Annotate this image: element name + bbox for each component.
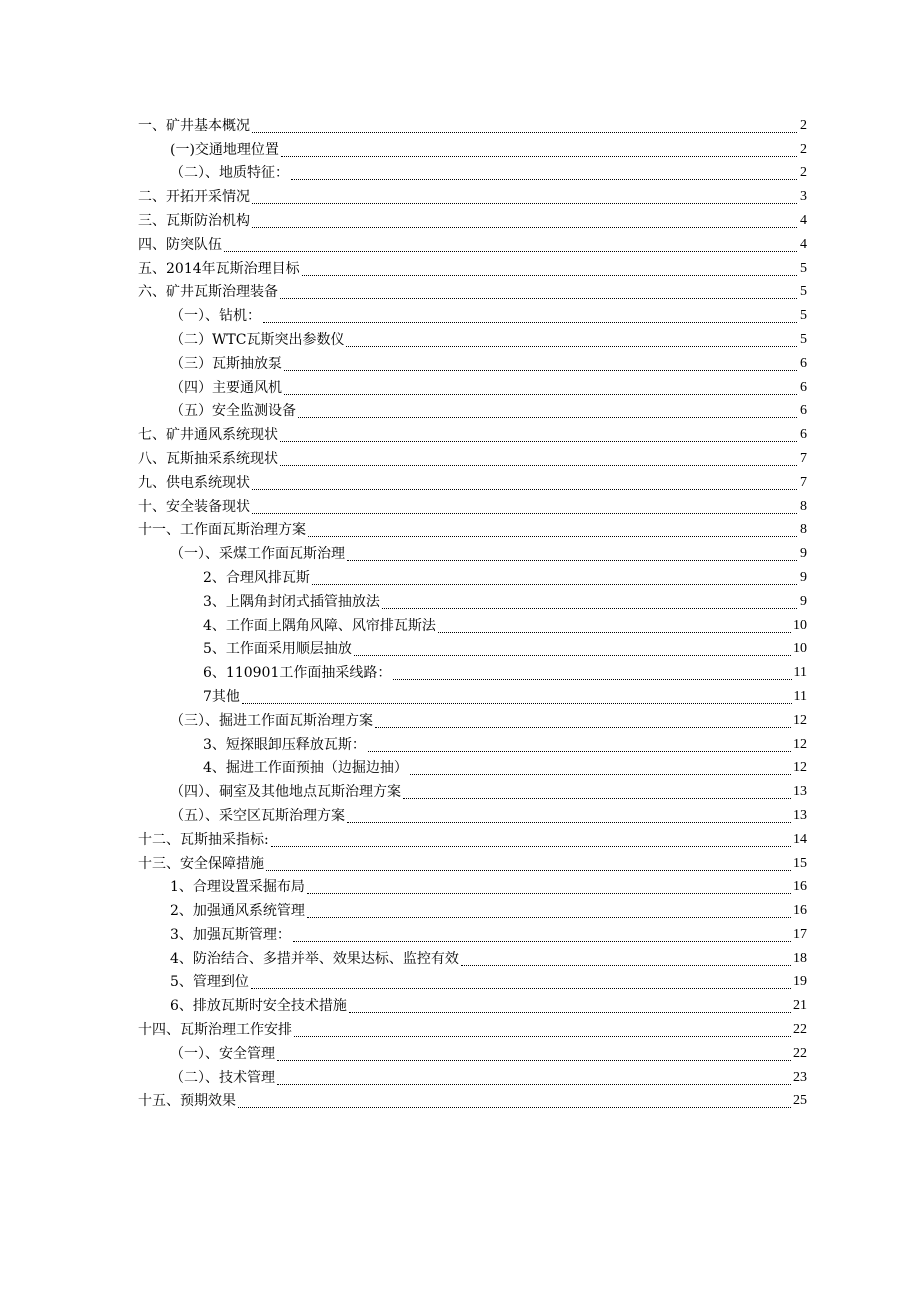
toc-entry[interactable]	[0, 302, 920, 326]
toc-page-number: 16	[793, 879, 807, 895]
toc-entry[interactable]	[0, 493, 920, 517]
toc-entry-title: （二）、技术管理	[170, 1069, 275, 1086]
toc-entry[interactable]	[0, 612, 920, 636]
toc-page-number: 6	[800, 403, 807, 419]
toc-page-number: 6	[800, 355, 807, 371]
toc-entry-title: 十四、瓦斯治理工作安排	[138, 1022, 292, 1039]
toc-entry[interactable]	[0, 921, 920, 945]
toc-page-number: 5	[800, 308, 807, 324]
toc-entry[interactable]	[0, 374, 920, 398]
toc-entry-title: （五）安全监测设备	[170, 403, 296, 420]
toc-dot-leader	[266, 856, 791, 871]
toc-entry[interactable]	[0, 207, 920, 231]
toc-page-number: 21	[793, 998, 807, 1014]
toc-entry-title: 4、掘进工作面预抽（边掘边抽）	[203, 760, 408, 777]
toc-page-number: 10	[793, 617, 807, 633]
toc-entry[interactable]	[0, 160, 920, 184]
toc-dot-leader	[242, 689, 792, 704]
toc-entry-title: （二）、地质特征：	[170, 165, 289, 182]
toc-dot-leader	[461, 951, 791, 966]
toc-page-number: 16	[793, 903, 807, 919]
toc-entry[interactable]	[0, 421, 920, 445]
toc-entry-title: 九、供电系统现状	[138, 474, 250, 491]
toc-entry-title: 3、短探眼卸压释放瓦斯：	[203, 736, 366, 753]
toc-page-number: 9	[800, 546, 807, 562]
toc-entry-title: 三、瓦斯防治机构	[138, 212, 250, 229]
toc-entry[interactable]	[0, 1016, 920, 1040]
toc-dot-leader	[252, 475, 797, 490]
toc-dot-leader	[294, 1022, 791, 1037]
toc-entry-title: 6、排放瓦斯时安全技术措施	[170, 998, 347, 1015]
toc-entry[interactable]	[0, 945, 920, 969]
toc-entry[interactable]	[0, 755, 920, 779]
toc-page-number: 22	[793, 1022, 807, 1038]
toc-page-number: 13	[793, 784, 807, 800]
toc-entry[interactable]	[0, 992, 920, 1016]
toc-page-number: 15	[793, 855, 807, 871]
toc-page-number: 2	[800, 165, 807, 181]
toc-dot-leader	[375, 713, 791, 728]
toc-dot-leader	[280, 451, 797, 466]
toc-dot-leader	[347, 546, 797, 561]
toc-page-number: 14	[793, 831, 807, 847]
toc-entry-title: 7其他	[203, 688, 240, 705]
toc-entry[interactable]	[0, 1088, 920, 1112]
toc-entry[interactable]	[0, 136, 920, 160]
toc-dot-leader	[302, 261, 797, 276]
toc-page-number: 6	[800, 379, 807, 395]
toc-entry[interactable]	[0, 231, 920, 255]
toc-entry-title: （五）、采空区瓦斯治理方案	[170, 807, 345, 824]
toc-entry-title: （一）、钻机：	[170, 308, 261, 325]
toc-dot-leader	[393, 665, 791, 680]
toc-dot-leader	[263, 308, 797, 323]
toc-page-number: 11	[793, 665, 807, 681]
toc-dot-leader	[410, 760, 791, 775]
toc-entry-title: 八、瓦斯抽采系统现状	[138, 450, 278, 467]
toc-page-number: 3	[800, 189, 807, 205]
toc-page-number: 5	[800, 331, 807, 347]
toc-dot-leader	[298, 403, 797, 418]
toc-entry[interactable]	[0, 683, 920, 707]
toc-page-number: 5	[800, 284, 807, 300]
toc-dot-leader	[251, 974, 791, 989]
toc-page-number: 11	[793, 688, 807, 704]
toc-entry-title: 一、矿井基本概况	[138, 117, 250, 134]
toc-dot-leader	[308, 522, 797, 537]
toc-page-number: 4	[800, 212, 807, 228]
toc-entry[interactable]	[0, 469, 920, 493]
toc-page-number: 6	[800, 427, 807, 443]
toc-page-number: 12	[793, 760, 807, 776]
toc-page-number: 9	[800, 569, 807, 585]
toc-dot-leader	[349, 998, 791, 1013]
toc-page-number: 8	[800, 522, 807, 538]
toc-entry-title: 六、矿井瓦斯治理装备	[138, 284, 278, 301]
toc-entry[interactable]	[0, 897, 920, 921]
toc-dot-leader	[307, 903, 791, 918]
toc-entry[interactable]	[0, 255, 920, 279]
toc-page-number: 22	[793, 1045, 807, 1061]
toc-entry[interactable]	[0, 1040, 920, 1064]
toc-dot-leader	[354, 641, 791, 656]
toc-entry-title: 二、开拓开采情况	[138, 189, 250, 206]
toc-entry[interactable]	[0, 517, 920, 541]
toc-page-number: 13	[793, 807, 807, 823]
toc-dot-leader	[238, 1093, 791, 1108]
toc-page-number: 19	[793, 974, 807, 990]
toc-page-number: 25	[793, 1093, 807, 1109]
toc-dot-leader	[284, 380, 797, 395]
toc-page-number: 8	[800, 498, 807, 514]
toc-entry[interactable]	[0, 874, 920, 898]
toc-entry[interactable]	[0, 802, 920, 826]
toc-dot-leader	[382, 594, 797, 609]
toc-dot-leader	[368, 737, 791, 752]
toc-entry[interactable]	[0, 398, 920, 422]
toc-dot-leader	[252, 213, 797, 228]
toc-dot-leader	[307, 879, 791, 894]
toc-entry-title: 十五、预期效果	[138, 1093, 236, 1110]
toc-dot-leader	[281, 142, 797, 157]
table-of-contents	[0, 112, 920, 1111]
toc-entry-title: (一)交通地理位置	[170, 141, 279, 158]
toc-page-number: 17	[793, 926, 807, 942]
toc-page-number: 9	[800, 593, 807, 609]
toc-entry-title: 3、上隅角封闭式插管抽放法	[203, 593, 380, 610]
toc-dot-leader	[277, 1046, 791, 1061]
toc-entry-title: 5、工作面采用顺层抽放	[203, 641, 352, 658]
toc-entry-title: 十三、安全保障措施	[138, 855, 264, 872]
toc-entry[interactable]	[0, 731, 920, 755]
toc-page-number: 12	[793, 712, 807, 728]
toc-entry-title: 4、工作面上隅角风障、风帘排瓦斯法	[203, 617, 436, 634]
toc-entry-title: 3、加强瓦斯管理：	[170, 926, 291, 943]
toc-page-number: 12	[793, 736, 807, 752]
toc-entry[interactable]	[0, 279, 920, 303]
toc-entry[interactable]	[0, 826, 920, 850]
toc-entry-title: 十一、工作面瓦斯治理方案	[138, 522, 306, 539]
toc-dot-leader	[312, 570, 797, 585]
toc-entry[interactable]	[0, 636, 920, 660]
toc-page-number: 2	[800, 117, 807, 133]
toc-entry[interactable]	[0, 850, 920, 874]
toc-entry-title: （四）、硐室及其他地点瓦斯治理方案	[170, 784, 401, 801]
toc-entry-title: （二）WTC瓦斯突出参数仪	[170, 331, 345, 348]
toc-entry-title: 1、合理设置采掘布局	[170, 879, 305, 896]
toc-entry[interactable]	[0, 659, 920, 683]
toc-entry[interactable]	[0, 588, 920, 612]
toc-entry-title: 五、2014年瓦斯治理目标	[138, 260, 300, 277]
toc-entry[interactable]	[0, 326, 920, 350]
toc-entry[interactable]	[0, 183, 920, 207]
toc-entry[interactable]	[0, 969, 920, 993]
toc-dot-leader	[252, 499, 797, 514]
toc-entry-title: 2、加强通风系统管理	[170, 903, 305, 920]
toc-page-number: 4	[800, 236, 807, 252]
toc-entry-title: 四、防突队伍	[138, 236, 222, 253]
toc-dot-leader	[284, 356, 797, 371]
toc-dot-leader	[403, 784, 791, 799]
toc-page-number: 7	[800, 474, 807, 490]
toc-entry[interactable]	[0, 445, 920, 469]
toc-entry-title: （一）、采煤工作面瓦斯治理	[170, 546, 345, 563]
toc-dot-leader	[252, 189, 797, 204]
toc-dot-leader	[293, 927, 791, 942]
toc-entry-title: （三）、掘进工作面瓦斯治理方案	[170, 712, 373, 729]
toc-entry[interactable]	[0, 112, 920, 136]
toc-entry-title: 十、安全装备现状	[138, 498, 250, 515]
toc-page-number: 10	[793, 641, 807, 657]
toc-page-number: 23	[793, 1069, 807, 1085]
toc-entry[interactable]	[0, 540, 920, 564]
toc-page-number: 18	[793, 950, 807, 966]
toc-dot-leader	[346, 332, 797, 347]
toc-dot-leader	[280, 284, 797, 299]
toc-dot-leader	[280, 427, 797, 442]
toc-entry-title: 十二、瓦斯抽采指标:	[138, 831, 269, 848]
toc-entry-title: （一）、安全管理	[170, 1045, 275, 1062]
toc-dot-leader	[347, 808, 791, 823]
toc-entry[interactable]	[0, 1064, 920, 1088]
toc-entry[interactable]	[0, 564, 920, 588]
toc-dot-leader	[271, 832, 791, 847]
toc-entry[interactable]	[0, 350, 920, 374]
toc-entry-title: 6、110901工作面抽采线路：	[203, 665, 392, 682]
toc-entry[interactable]	[0, 778, 920, 802]
toc-dot-leader	[252, 118, 797, 133]
toc-page-number: 7	[800, 450, 807, 466]
toc-dot-leader	[438, 618, 791, 633]
toc-entry-title: 4、防治结合、多措并举、效果达标、监控有效	[170, 950, 459, 967]
toc-page-number: 5	[800, 260, 807, 276]
toc-entry-title: （三）瓦斯抽放泵	[170, 355, 282, 372]
toc-entry[interactable]	[0, 707, 920, 731]
toc-entry-title: 2、合理风排瓦斯	[203, 569, 310, 586]
toc-entry-title: 七、矿井通风系统现状	[138, 427, 278, 444]
toc-entry-title: （四）主要通风机	[170, 379, 282, 396]
toc-dot-leader	[291, 165, 797, 180]
toc-dot-leader	[224, 237, 797, 252]
toc-page-number: 2	[800, 141, 807, 157]
toc-entry-title: 5、管理到位	[170, 974, 249, 991]
toc-dot-leader	[277, 1070, 791, 1085]
